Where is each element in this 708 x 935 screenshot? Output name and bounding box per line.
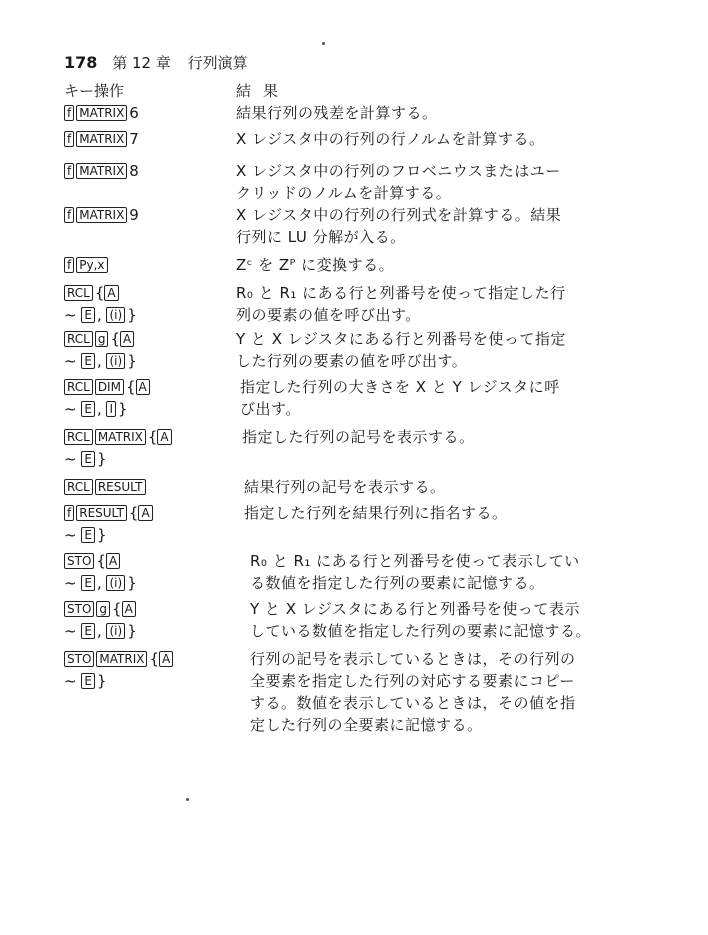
key-sequence-text: , [96, 622, 107, 640]
key-sequence-text: } [96, 450, 107, 468]
key-sequence [64, 426, 234, 470]
key-sequence-text: { [110, 330, 120, 348]
page-number: 178 [64, 53, 98, 72]
result-description: 指定した行列を結果行列に指名する。 [244, 504, 508, 522]
result-description: Y と X レジスタにある行と列番号を使って指定 した行列の要素の値を呼び出す。 [236, 330, 566, 370]
result-description: 結果行列の残差を計算する。 [236, 104, 438, 122]
calculator-key: f [64, 163, 74, 179]
calculator-key: (i) [106, 353, 125, 369]
calculator-key: A [157, 429, 171, 445]
calculator-key: I [106, 401, 116, 417]
calculator-key: DIM [95, 379, 124, 395]
result-description: Y と X レジスタにある行と列番号を使って表示 している数値を指定した行列の要素に記憶する。 [250, 600, 592, 640]
speck [186, 798, 189, 801]
key-sequence-text: 6 [129, 104, 139, 122]
key-sequence-text: 7 [129, 130, 139, 148]
calculator-key: Py,x [76, 257, 107, 273]
key-sequence-text: ~ [64, 526, 82, 544]
key-sequence-line [64, 128, 234, 150]
key-sequence-line [64, 448, 234, 470]
key-sequence-line [64, 398, 234, 420]
calculator-key: f [64, 207, 74, 223]
key-sequence-text: ~ [64, 450, 82, 468]
chapter-title: 行列演算 [187, 54, 248, 72]
key-sequence-text: 9 [129, 206, 139, 224]
result-description: Zᶜ を Zᴾ に変換する。 [236, 256, 395, 274]
calculator-key: E [81, 353, 95, 369]
result-description: R₀ と R₁ にある行と列番号を使って指定した行 列の要素の値を呼び出す。 [236, 284, 566, 324]
key-sequence-text: } [127, 306, 137, 324]
calculator-key: MATRIX [76, 163, 127, 179]
key-sequence-text: { [94, 284, 105, 302]
result-description: X レジスタ中の行列の行ノルムを計算する。 [236, 130, 545, 148]
calculator-key: E [81, 673, 95, 689]
key-sequence [64, 376, 234, 420]
column-header-keys: キー操作 [64, 82, 125, 100]
key-sequence [64, 204, 234, 226]
key-sequence-text: ~ [64, 400, 82, 418]
key-sequence [64, 328, 234, 372]
calculator-key: MATRIX [76, 131, 127, 147]
key-sequence-line [64, 102, 234, 124]
calculator-key: A [159, 651, 173, 667]
key-sequence-text: ~ [64, 672, 82, 690]
calculator-key: MATRIX [76, 105, 127, 121]
key-sequence [64, 254, 234, 276]
key-sequence-line [64, 598, 234, 620]
key-sequence [64, 102, 234, 124]
calculator-key: A [138, 505, 152, 521]
calculator-key: f [64, 105, 74, 121]
calculator-key: E [81, 307, 95, 323]
key-sequence-text: { [112, 600, 122, 618]
calculator-key: E [81, 401, 95, 417]
key-sequence-text: { [128, 504, 139, 522]
key-sequence-line [64, 160, 234, 182]
key-sequence [64, 476, 234, 498]
key-sequence-line [64, 282, 234, 304]
calculator-key: MATRIX [76, 207, 127, 223]
calculator-key: g [96, 601, 110, 617]
calculator-key: E [81, 575, 95, 591]
key-sequence [64, 598, 234, 642]
key-sequence [64, 160, 234, 182]
key-sequence-line [64, 204, 234, 226]
key-sequence-text: } [127, 352, 137, 370]
key-sequence [64, 550, 234, 594]
calculator-key: RESULT [95, 479, 146, 495]
calculator-key: A [106, 553, 120, 569]
key-sequence-text: { [149, 650, 160, 668]
key-sequence-line [64, 572, 234, 594]
result-description: 指定した行列の大きさを X と Y レジスタに呼 び出す。 [240, 378, 560, 418]
column-header-result: 結果 [236, 82, 291, 100]
result-description: 結果行列の記号を表示する。 [244, 478, 446, 496]
key-sequence-line [64, 304, 234, 326]
calculator-key: g [95, 331, 109, 347]
key-sequence-text: ~ [64, 352, 82, 370]
key-sequence-text: } [127, 622, 137, 640]
calculator-key: RCL [64, 331, 93, 347]
calculator-key: f [64, 505, 74, 521]
calculator-key: f [64, 257, 74, 273]
calculator-key: E [81, 623, 95, 639]
page-header [64, 52, 248, 73]
calculator-key: A [122, 601, 136, 617]
key-sequence-text: , [96, 400, 107, 418]
calculator-key: MATRIX [96, 651, 147, 667]
calculator-key: E [81, 527, 95, 543]
key-sequence-line [64, 426, 234, 448]
result-description: X レジスタ中の行列のフロベニウスまたはユー クリッドのノルムを計算する。 [236, 162, 561, 202]
key-sequence-line [64, 670, 234, 692]
key-sequence-line [64, 254, 234, 276]
key-sequence-text: } [127, 574, 137, 592]
calculator-key: A [120, 331, 134, 347]
calculator-key: STO [64, 601, 94, 617]
result-description: R₀ と R₁ にある行と列番号を使って表示してい る数値を指定した行列の要素に記憶する。 [250, 552, 580, 592]
key-sequence-text: ~ [64, 622, 82, 640]
key-sequence-text: { [125, 378, 136, 396]
calculator-key: RESULT [76, 505, 127, 521]
key-sequence-line [64, 550, 234, 572]
key-sequence-text: , [96, 306, 107, 324]
calculator-key: (i) [106, 575, 125, 591]
key-sequence-text: , [96, 574, 107, 592]
key-sequence-text: ~ [64, 306, 82, 324]
key-sequence-text: { [96, 552, 106, 570]
result-description: X レジスタ中の行列の行列式を計算する。結果 行列に LU 分解が入る。 [236, 206, 562, 246]
key-sequence [64, 502, 234, 546]
key-sequence-line [64, 476, 234, 498]
key-sequence [64, 648, 234, 692]
calculator-key: RCL [64, 285, 93, 301]
key-sequence [64, 282, 234, 326]
key-sequence-text: ~ [64, 574, 82, 592]
calculator-key: RCL [64, 479, 93, 495]
calculator-key: A [136, 379, 150, 395]
key-sequence-line [64, 350, 234, 372]
key-sequence-text: } [96, 526, 107, 544]
key-sequence-line [64, 376, 234, 398]
key-sequence-text: , [96, 352, 107, 370]
calculator-key: (i) [106, 307, 125, 323]
calculator-key: RCL [64, 429, 93, 445]
key-sequence [64, 128, 234, 150]
key-sequence-line [64, 328, 234, 350]
key-sequence-line [64, 648, 234, 670]
result-description: 行列の記号を表示しているときは，その行列の 全要素を指定した行列の対応する要素にコピー する。数値を表示しているときは，その値を指 定した行列の全要素に記憶する。 [250, 650, 576, 734]
key-sequence-line [64, 502, 234, 524]
calculator-key: A [104, 285, 118, 301]
key-sequence-line [64, 620, 234, 642]
key-sequence-text: } [96, 672, 107, 690]
calculator-key: MATRIX [95, 429, 146, 445]
calculator-key: f [64, 131, 74, 147]
calculator-key: RCL [64, 379, 93, 395]
result-description: 指定した行列の記号を表示する。 [242, 428, 475, 446]
calculator-key: E [81, 451, 95, 467]
key-sequence-text: { [147, 428, 158, 446]
calculator-key: STO [64, 553, 94, 569]
calculator-key: STO [64, 651, 94, 667]
chapter-label: 第 12 章 [112, 54, 171, 72]
key-sequence-text: } [118, 400, 128, 418]
key-sequence-text: 8 [129, 162, 139, 180]
speck [322, 42, 325, 45]
key-sequence-line [64, 524, 234, 546]
calculator-key: (i) [106, 623, 125, 639]
